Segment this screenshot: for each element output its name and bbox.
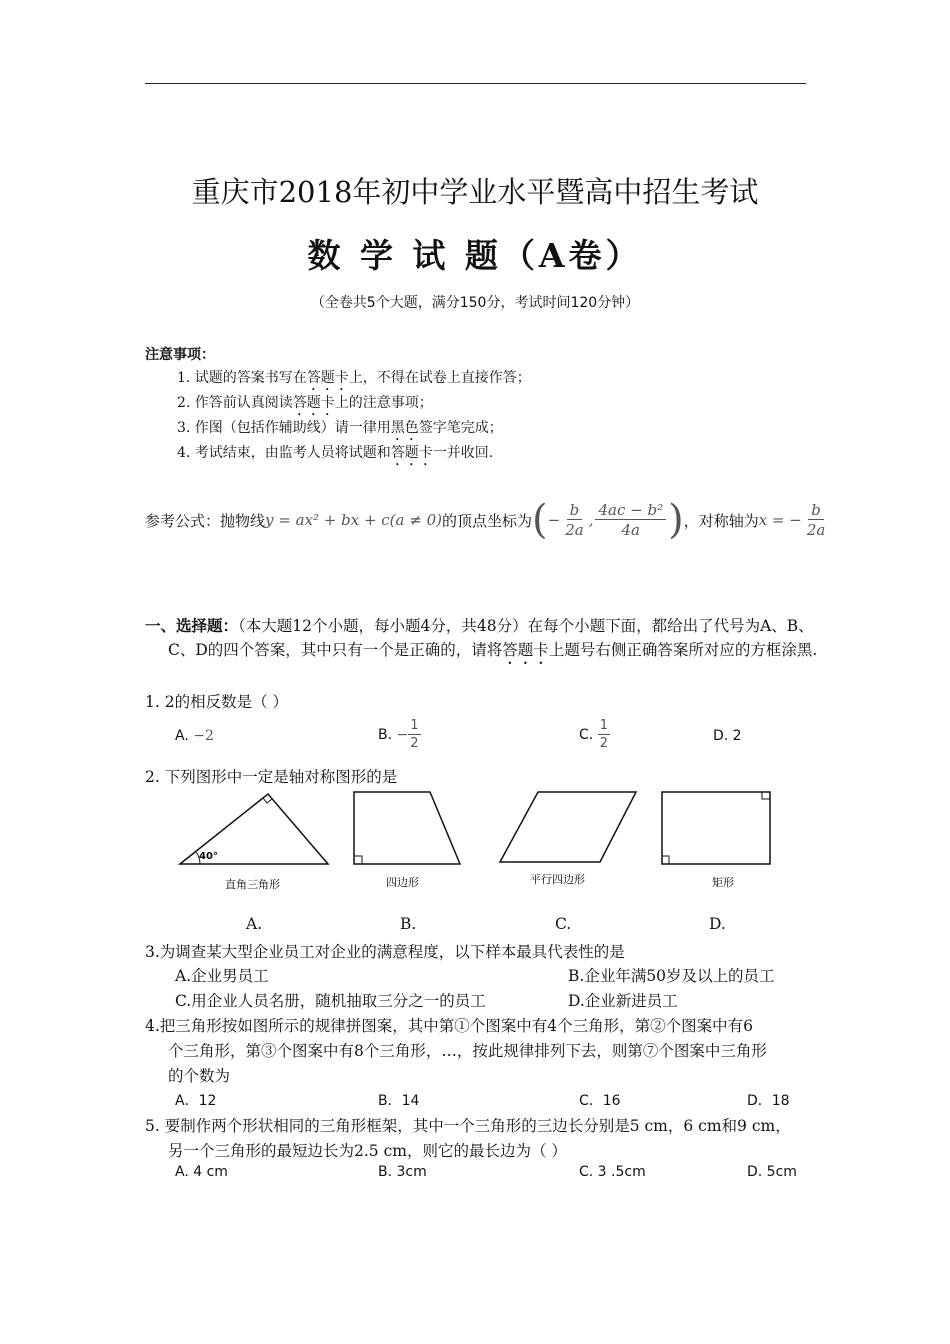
question-5-line-1: 5. 要制作两个形状相同的三角形框架，其中一个三角形的三边长分别是5 cm，6 cm和9 cm， xyxy=(145,1117,791,1135)
vertex-y-fraction: $\frac{\text{4ac − b²}}{4a}$ xyxy=(595,501,666,540)
caption-quadrilateral: 四边形 xyxy=(386,876,419,889)
q1-option-d: D. 2 xyxy=(713,728,742,744)
quadrilateral-figure xyxy=(354,792,460,864)
q1-option-b: B. − $\frac{1}{2}$ xyxy=(378,718,419,751)
q1-option-c: C. $\frac{1}{2}$ xyxy=(579,718,608,751)
q4-option-d: D．18 xyxy=(747,1093,790,1109)
q5-option-d: D. 5cm xyxy=(747,1164,797,1180)
exam-title: 重庆市2018年初中学业水平暨高中招生考试 xyxy=(191,175,759,209)
rectangle-figure xyxy=(662,792,770,864)
caption-parallelogram: 平行四边形 xyxy=(530,873,585,886)
q3-option-a: A.企业男员工 xyxy=(175,967,269,985)
q4-option-c: C．16 xyxy=(579,1093,621,1109)
exam-info: （全卷共5个大题，满分150分，考试时间120分钟） xyxy=(310,295,640,311)
caption-rectangle: 矩形 xyxy=(712,876,734,889)
question-4-line-3: 的个数为 xyxy=(168,1067,231,1085)
notice-item: 3. 作图（包括作辅助线）请一律用黑色签字笔完成； xyxy=(177,420,503,436)
q3-option-b: B.企业年满50岁及以上的员工 xyxy=(568,967,775,985)
q2-option-a: A. xyxy=(246,915,263,933)
q2-option-d: D. xyxy=(709,915,726,933)
angle-label: 40° xyxy=(199,851,218,862)
q5-option-b: B. 3cm xyxy=(378,1164,427,1180)
q2-option-c: C. xyxy=(555,915,572,933)
q1-option-a: A. −2 xyxy=(175,728,214,744)
section-one-instructions: 一、选择题：（本大题12个小题，每小题4分，共48分）在每个小题下面，都给出了代号为A、B、C、D的四个答案，其中只有一个是正确的，请将答题卡上题号右侧正确答案所对应的方框涂黑. xyxy=(145,616,818,659)
q4-option-a: A．12 xyxy=(175,1093,217,1109)
question-1-stem: 1. 2的相反数是（ ） xyxy=(145,693,289,711)
notice-item: 1. 试题的答案书写在答题卡上，不得在试卷上直接作答； xyxy=(177,370,531,386)
vertex-x-fraction: $\frac{b}{2a}$ xyxy=(565,500,584,539)
notice-heading: 注意事项： xyxy=(145,347,215,363)
question-4-line-2: 个三角形，第③个图案中有8个三角形，…，按此规律排列下去，则第⑦个图案中三角形 xyxy=(168,1042,767,1060)
axis-fraction: $\frac{b}{2a}$ xyxy=(806,500,826,539)
notice-item: 2. 作答前认真阅读答题卡上的注意事项； xyxy=(177,395,433,411)
notice-item: 4. 考试结束，由监考人员将试题和答题卡一并收回. xyxy=(177,445,494,461)
question-5-line-2: 另一个三角形的最短边长为2.5 cm，则它的最长边为（ ） xyxy=(168,1142,567,1160)
q2-figures xyxy=(170,786,790,896)
header-rule xyxy=(145,83,806,84)
q5-option-c: C. 3 .5cm xyxy=(579,1164,646,1180)
question-3-stem: 3.为调查某大型企业员工对企业的满意程度，以下样本最具代表性的是 xyxy=(145,943,625,961)
q3-option-d: D.企业新进员工 xyxy=(568,992,678,1010)
parallelogram-figure xyxy=(500,792,636,862)
question-4-line-1: 4.把三角形按如图所示的规律拼图案，其中第①个图案中有4个三角形，第②个图案中有6 xyxy=(145,1017,754,1035)
question-2-stem: 2. 下列图形中一定是轴对称图形的是 xyxy=(145,768,398,786)
q5-option-a: A. 4 cm xyxy=(175,1164,228,1180)
parabola-equation: y = ax² + bx + c(a ≠ 0) xyxy=(265,511,442,529)
reference-formula: 参考公式：抛物线 y = ax² + bx + c(a ≠ 0) 的顶点坐标为 ( − $\frac{b}{2a}$ , $\frac{\text{4ac − b²}}{4a}$ ) ，对称轴为 x = − $\frac{b}{2a}$ xyxy=(145,500,830,540)
q2-option-b: B. xyxy=(400,915,417,933)
right-triangle-figure xyxy=(180,794,328,864)
q4-option-b: B．14 xyxy=(378,1093,420,1109)
paper-title: 数 学 试 题（A卷） xyxy=(307,236,643,275)
q3-option-c: C.用企业人员名册，随机抽取三分之一的员工 xyxy=(175,992,486,1010)
caption-right-triangle: 直角三角形 xyxy=(225,878,280,891)
